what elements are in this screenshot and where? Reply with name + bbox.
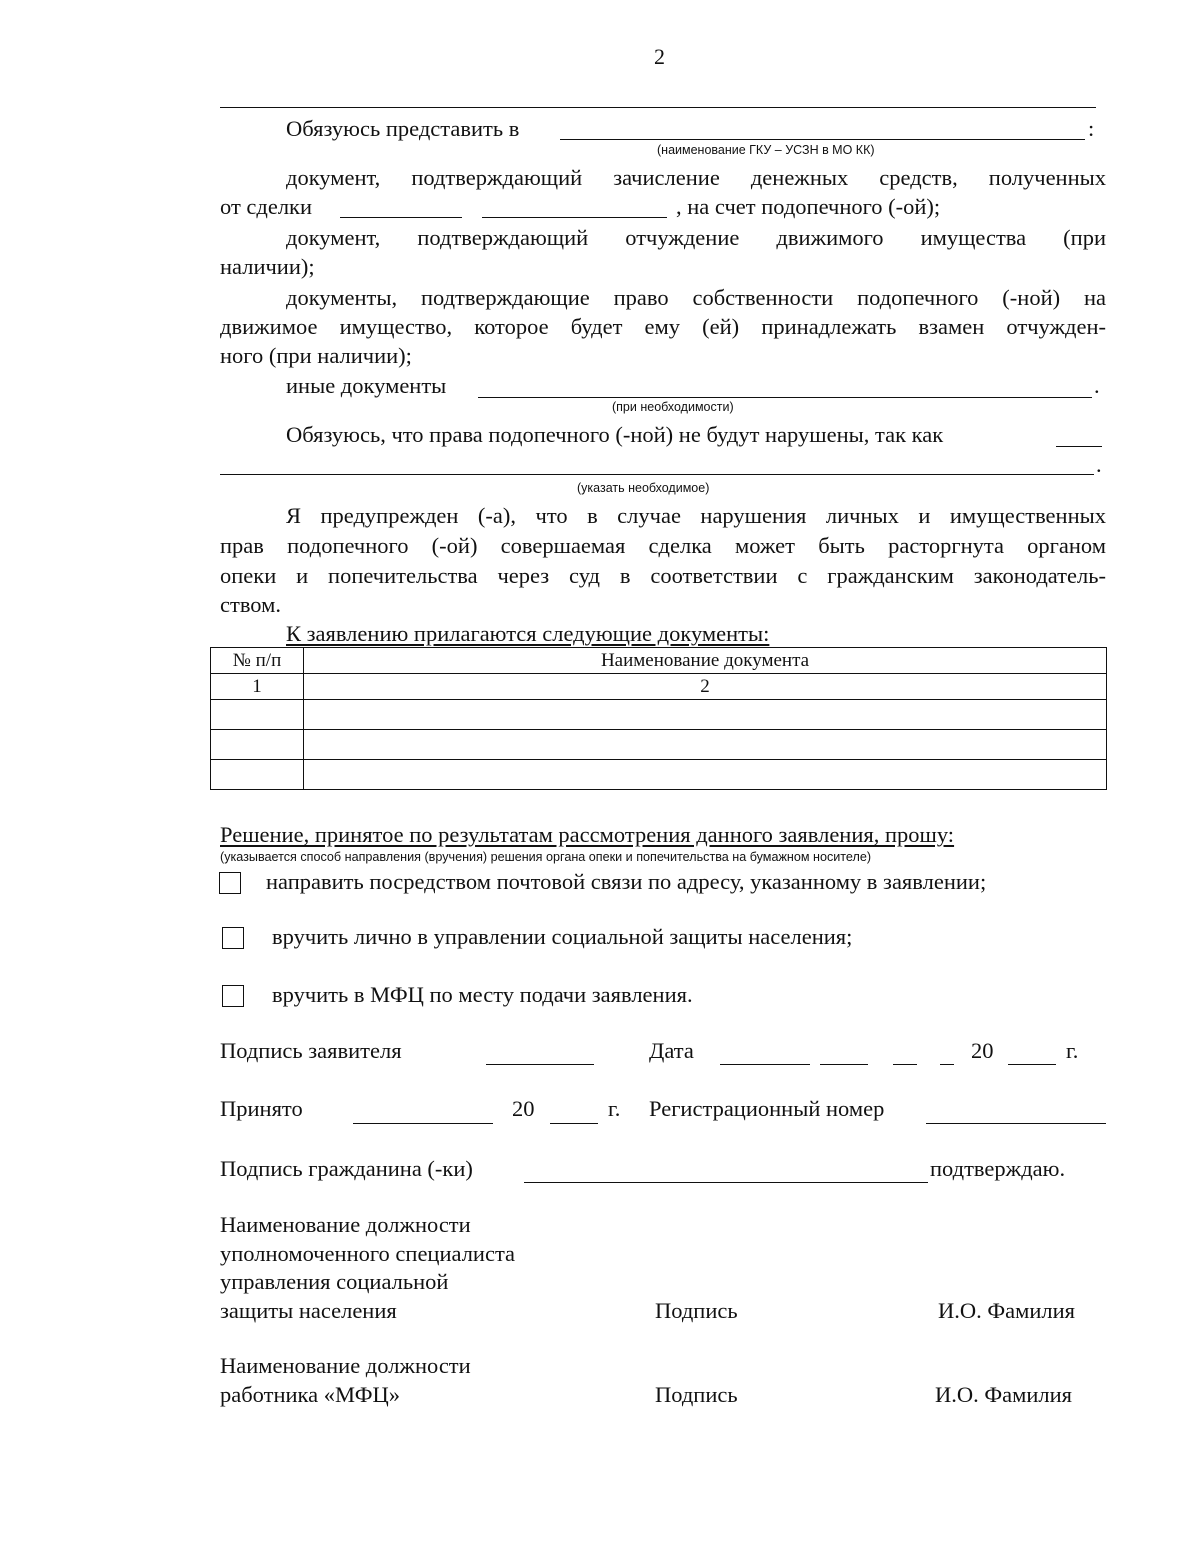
table-row	[211, 700, 1107, 730]
doc-ownership-line1: документы, подтверждающие право собственности подопечного (-ной) на	[286, 285, 1106, 310]
mfc-title-line2: работника «МФЦ»	[220, 1382, 400, 1407]
specialist-title-line1: Наименование должности	[220, 1212, 471, 1237]
mfc-title-line1: Наименование должности	[220, 1353, 471, 1378]
specialist-name: И.О. Фамилия	[938, 1298, 1076, 1323]
doc-money-line1: документ, подтверждающий зачисление денежных средств, полученных	[286, 165, 1106, 190]
mfc-name: И.О. Фамилия	[935, 1382, 1073, 1407]
commit-colon: :	[1088, 116, 1095, 141]
warning-line4: ством.	[220, 592, 281, 617]
col-name-header: Наименование документа	[304, 648, 1107, 674]
other-docs-caption: (при необходимости)	[612, 400, 734, 414]
warning-line3: опеки и попечительства через суд в соответствии с гражданским законодатель-	[220, 563, 1106, 588]
other-docs-field[interactable]	[478, 397, 1092, 398]
doc-ownership-line3: ного (при наличии);	[220, 343, 412, 368]
doc-money-line2-start: от сделки	[220, 194, 313, 219]
row-name-cell[interactable]	[304, 700, 1107, 730]
rights-caption: (указать необходимое)	[577, 481, 710, 495]
date-month-field-1[interactable]	[820, 1064, 868, 1065]
citizen-confirm: подтверждаю.	[930, 1156, 1066, 1181]
table-numbering-row	[211, 674, 1107, 700]
doc-alienation-line1: документ, подтверждающий отчуждение движимого имущества (при	[286, 225, 1106, 250]
rights-end: .	[1096, 452, 1102, 477]
specialist-title-line4: защиты населения	[220, 1298, 397, 1323]
date-year-suffix: г.	[1066, 1038, 1079, 1063]
accepted-date-field[interactable]	[353, 1123, 493, 1124]
date-year-field[interactable]	[1008, 1064, 1056, 1065]
date-year-prefix: 20	[971, 1038, 994, 1063]
mfc-sign: Подпись	[655, 1382, 738, 1407]
registration-number-field[interactable]	[926, 1123, 1106, 1124]
option-post-label: направить посредством почтовой связи по адресу, указанному в заявлении;	[266, 869, 987, 894]
applicant-sign-field[interactable]	[486, 1064, 594, 1065]
accepted-year-prefix: 20	[512, 1096, 535, 1121]
accepted-label: Принято	[220, 1096, 303, 1121]
commit-text: Обязуюсь представить в	[286, 116, 520, 141]
applicant-sign-label: Подпись заявителя	[220, 1038, 402, 1063]
warning-line2: прав подопечного (-ой) совершаемая сделка может быть расторгнута органом	[220, 533, 1106, 558]
table-header-row	[211, 648, 1107, 674]
attachments-table	[210, 647, 1107, 790]
doc-money-line2-end: , на счет подопечного (-ой);	[676, 194, 941, 219]
citizen-sign-field[interactable]	[524, 1182, 928, 1183]
col-number-header: № п/п	[211, 648, 304, 674]
decision-title: Решение, принятое по результатам рассмотрения данного заявления, прошу:	[220, 822, 955, 847]
institution-caption: (наименование ГКУ – УСЗН в МО КК)	[657, 143, 875, 157]
option-personal-checkbox[interactable]	[222, 927, 244, 949]
row-name-cell[interactable]	[304, 730, 1107, 760]
specialist-sign: Подпись	[655, 1298, 738, 1323]
doc-ownership-line2: движимое имущество, которое будет ему (ей) принадлежать взамен отчужден-	[220, 314, 1106, 339]
citizen-sign-label: Подпись гражданина (-ки)	[220, 1156, 473, 1181]
row-number-cell[interactable]	[211, 700, 304, 730]
other-docs-end: .	[1094, 373, 1100, 398]
other-docs-label: иные документы	[286, 373, 447, 398]
option-post-checkbox[interactable]	[219, 872, 241, 894]
deal-field-1[interactable]	[340, 217, 462, 218]
date-day-field[interactable]	[720, 1064, 810, 1065]
accepted-year-suffix: г.	[608, 1096, 621, 1121]
option-mfc-checkbox[interactable]	[222, 985, 244, 1007]
date-label: Дата	[649, 1038, 694, 1063]
page-number: 2	[654, 44, 665, 69]
rights-field-2[interactable]	[220, 474, 1094, 475]
accepted-year-field[interactable]	[550, 1123, 598, 1124]
option-mfc-label: вручить в МФЦ по месту подачи заявления.	[272, 982, 693, 1007]
header-rule	[220, 107, 1096, 108]
date-month-field-3[interactable]	[940, 1064, 954, 1065]
option-personal-label: вручить лично в управлении социальной защиты населения;	[272, 924, 853, 949]
row-name-cell[interactable]	[304, 760, 1107, 790]
row-number-cell[interactable]	[211, 730, 304, 760]
row-number-cell[interactable]	[211, 760, 304, 790]
rights-field-1[interactable]	[1056, 446, 1102, 447]
date-month-field-2[interactable]	[893, 1064, 917, 1065]
rights-text: Обязуюсь, что права подопечного (-ной) не будут нарушены, так как	[286, 422, 944, 447]
specialist-title-line3: управления социальной	[220, 1269, 449, 1294]
table-row	[211, 760, 1107, 790]
attachments-title: К заявлению прилагаются следующие документы:	[286, 621, 770, 646]
col-number-index: 1	[211, 674, 304, 700]
institution-field[interactable]	[560, 139, 1085, 140]
decision-note: (указывается способ направления (вручения) решения органа опеки и попечительства на бумажном носителе)	[220, 850, 872, 864]
registration-label: Регистрационный номер	[649, 1096, 885, 1121]
warning-line1: Я предупрежден (-а), что в случае нарушения личных и имущественных	[286, 503, 1106, 528]
col-name-index: 2	[304, 674, 1107, 700]
deal-field-2[interactable]	[482, 217, 667, 218]
doc-alienation-line2: наличии);	[220, 254, 315, 279]
specialist-title-line2: уполномоченного специалиста	[220, 1241, 516, 1266]
table-row	[211, 730, 1107, 760]
